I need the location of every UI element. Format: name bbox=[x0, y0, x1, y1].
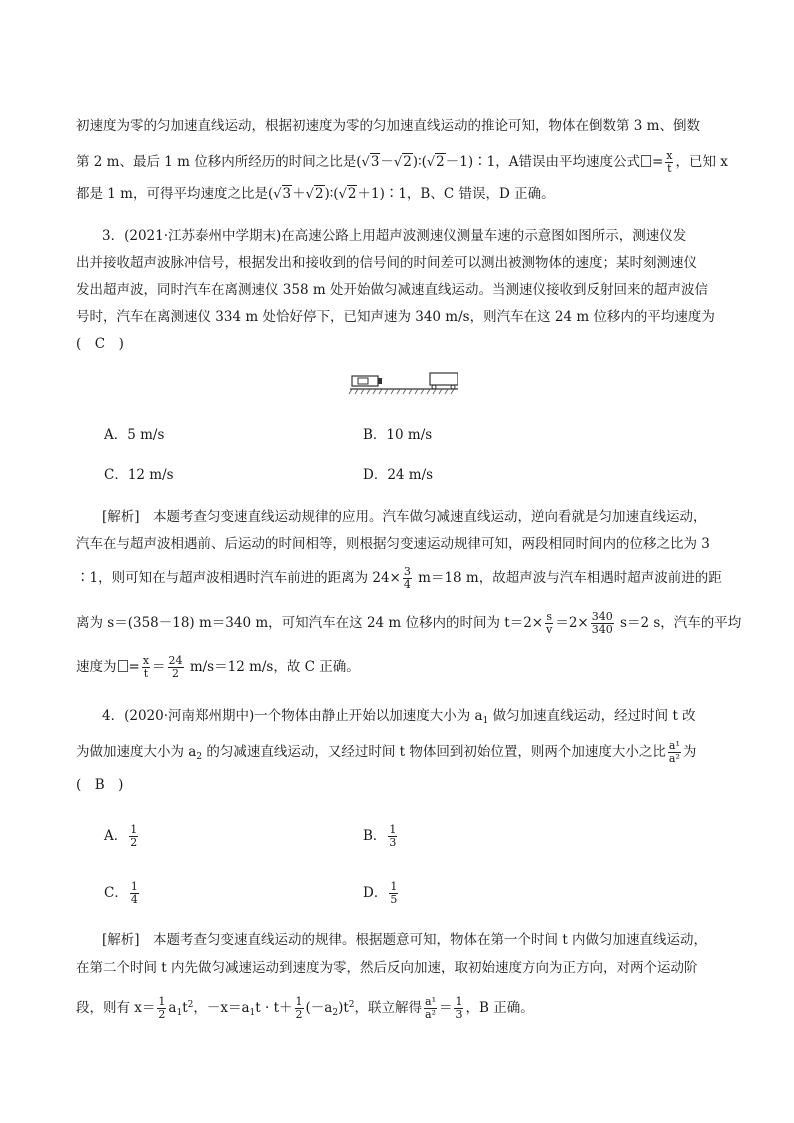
q4-analysis-text-3a: 段，则有 x＝ bbox=[76, 1000, 156, 1016]
sqrt-symbol: √ bbox=[338, 187, 347, 202]
q4-text-2c: 为 bbox=[682, 744, 697, 760]
q4-text-1: 4．(2020·河南郑州期中)一个物体由静止开始以加速度大小为 a bbox=[102, 708, 483, 724]
intro-line-2 bbox=[76, 149, 728, 175]
q4-line-1 bbox=[102, 706, 718, 728]
fraction-1-2 bbox=[295, 996, 304, 1021]
frac-den: 2 bbox=[130, 836, 138, 849]
fraction-1-2 bbox=[157, 996, 166, 1021]
frac-den: t bbox=[667, 162, 672, 175]
q3-analysis-text-3b: m＝18 m，故超声波与汽车相遇时超声波前进的距 bbox=[413, 570, 722, 586]
ratio-sep: )∶( bbox=[412, 154, 427, 170]
q3-option-b-text: B．10 m/s bbox=[363, 427, 433, 443]
sqrt-symbol: √ bbox=[273, 187, 282, 202]
frac-den: 4 bbox=[130, 893, 138, 906]
subscript: 1 bbox=[249, 1008, 256, 1018]
q4-analysis-text-3e: ，联立解得 bbox=[354, 1000, 423, 1016]
sqrt-symbol: √ bbox=[305, 187, 314, 202]
option-letter: C． bbox=[104, 885, 128, 901]
q4-analysis-text-3c2: t · t＋ bbox=[255, 1000, 293, 1016]
q4-analysis-line-2 bbox=[76, 958, 718, 980]
frac-den: 3 bbox=[389, 836, 397, 849]
frac-num: 1 bbox=[389, 823, 397, 836]
frac-num: 1 bbox=[130, 823, 138, 836]
v-bar-symbol bbox=[118, 660, 128, 672]
q3-analysis-text-1: [解析] 本题考查匀变速直线运动规律的应用。汽车做匀减速直线运动，逆向看就是匀加速直线运动， bbox=[102, 509, 707, 525]
option-fraction bbox=[129, 824, 138, 849]
q3-text-4: 号时，汽车在离测速仪 334 m 处恰好停下，已知声速为 340 m/s，则汽车在这 24 m 位移内的平均速度为 bbox=[76, 309, 715, 325]
option-fraction bbox=[389, 881, 398, 906]
q4-text-2a: 为做加速度大小为 a bbox=[76, 744, 197, 760]
frac-den: 2 bbox=[172, 667, 180, 680]
subscript: 2 bbox=[332, 1008, 339, 1018]
q4-line-2 bbox=[76, 739, 718, 765]
q4-text-1b: 做匀加速直线运动，经过时间 t 改 bbox=[488, 708, 696, 724]
car-icon bbox=[430, 373, 458, 389]
subscript: 1 bbox=[482, 716, 489, 726]
equals-sign: = bbox=[128, 659, 140, 675]
q3-analysis-line-3 bbox=[76, 565, 722, 591]
q3-analysis-text-4b: ＝2× bbox=[555, 615, 589, 631]
q4-analysis-line-3 bbox=[76, 995, 718, 1021]
frac-den: t bbox=[143, 667, 149, 680]
q4-analysis-text-3b2: t bbox=[182, 1000, 188, 1016]
frac-num: 1 bbox=[295, 995, 303, 1008]
fraction-340-340 bbox=[591, 611, 614, 636]
plus-sign: ＋ bbox=[292, 186, 306, 202]
intro-text-2a: 第 2 m、最后 1 m 位移内所经历的时间之比是( bbox=[76, 154, 362, 170]
q3-answer-text: ( C ) bbox=[76, 336, 124, 352]
option-letter: A． bbox=[104, 828, 128, 844]
option-fraction bbox=[388, 824, 397, 849]
intro-line-3 bbox=[76, 184, 718, 206]
frac-den: v bbox=[546, 623, 553, 636]
superscript: 2 bbox=[348, 1000, 355, 1010]
q4-answer-text: ( B ) bbox=[76, 777, 124, 793]
q3-answer bbox=[76, 334, 718, 356]
fraction-1-3 bbox=[454, 996, 463, 1021]
equals-sign: ＝ bbox=[438, 1000, 453, 1016]
superscript: 2 bbox=[187, 1000, 194, 1010]
q3-analysis-line-1 bbox=[102, 507, 718, 529]
sqrt-value: 2 bbox=[347, 186, 357, 202]
frac-den: a² bbox=[668, 752, 680, 765]
q3-analysis-text-5d: m/s＝12 m/s，故 C 正确。 bbox=[185, 659, 360, 675]
fraction-x-over-t bbox=[665, 150, 673, 175]
q3-line-3 bbox=[76, 280, 718, 302]
q3-analysis-text-2: 汽车在与超声波相遇前、后运动的时间相等，则根据匀变速运动规律可知，两段相同时间内的位移之比为 3 bbox=[76, 536, 710, 552]
q3-analysis-line-2 bbox=[76, 534, 718, 556]
q4-analysis-text-1: [解析] 本题考查匀变速直线运动的规律。根据题意可知，物体在第一个时间 t 内做匀加速直线运动， bbox=[102, 932, 708, 948]
sqrt-value: 2 bbox=[403, 154, 412, 170]
intro-text-2h: 由平均速度公式 bbox=[545, 154, 640, 170]
subscript: 2 bbox=[196, 752, 203, 762]
q3-analysis-line-4 bbox=[76, 610, 742, 636]
q3-text-2: 出并接收超声波脉冲信号，根据发出和接收到的信号间的时间差可以测出被测物体的速度；某时刻测速仪 bbox=[76, 255, 697, 271]
ratio-sep: )∶( bbox=[324, 186, 339, 202]
sqrt-symbol: √ bbox=[393, 155, 403, 170]
intro-text-2g: －1)∶1，A错误 bbox=[445, 154, 546, 170]
q4-analysis-text-3d: (－a bbox=[305, 1000, 333, 1016]
q4-analysis-text-2: 在第二个时间 t 内先做匀减速运动到速度为零，然后反向加速，取初始速度方向为正方向，对两个运动阶 bbox=[76, 960, 698, 976]
frac-num: x bbox=[142, 654, 150, 667]
frac-num: a¹ bbox=[425, 995, 436, 1008]
sqrt-value: 2 bbox=[314, 186, 324, 202]
q4-analysis-text-3g: ，B 正确。 bbox=[465, 1000, 534, 1016]
frac-den: 4 bbox=[403, 578, 411, 591]
frac-num: 1 bbox=[390, 880, 398, 893]
frac-den: 340 bbox=[591, 623, 613, 636]
subscript: 1 bbox=[176, 1008, 183, 1018]
q3-option-a bbox=[104, 425, 164, 445]
q3-analysis-text-5a: 速度为 bbox=[76, 659, 117, 675]
q3-text-3: 发出超声波，同时汽车在离测速仪 358 m 处开始做匀减速直线运动。当测速仪接收到反射回来的超声波信 bbox=[76, 282, 708, 298]
fraction-s-over-v bbox=[545, 611, 553, 636]
q4-analysis-line-1 bbox=[102, 930, 718, 952]
frac-num: a¹ bbox=[668, 739, 680, 752]
q4-option-d bbox=[363, 881, 400, 906]
q3-line-4 bbox=[76, 307, 718, 329]
intro-text-1: 初速度为零的匀加速直线运动，根据初速度为零的匀加速直线运动的推论可知，物体在倒数第 3 m、倒数 bbox=[76, 118, 700, 134]
ground-line bbox=[349, 389, 458, 394]
q3-analysis-text-4a: 离为 s＝(358－18) m＝340 m，可知汽车在这 24 m 位移内的时间为 t＝2× bbox=[76, 615, 544, 631]
sqrt-value: 3 bbox=[370, 154, 380, 170]
frac-num: 3 bbox=[403, 565, 411, 578]
option-letter: D． bbox=[363, 885, 388, 901]
frac-den: a² bbox=[425, 1008, 436, 1021]
option-fraction bbox=[130, 881, 139, 906]
sqrt-symbol: √ bbox=[361, 155, 370, 170]
q3-line-2 bbox=[76, 253, 718, 275]
q3-option-a-text: A．5 m/s bbox=[104, 427, 165, 443]
v-bar-symbol bbox=[641, 155, 651, 167]
equals-sign: = bbox=[651, 154, 664, 170]
q3-option-b bbox=[363, 425, 432, 445]
frac-num: 1 bbox=[455, 995, 463, 1008]
frac-den: 2 bbox=[295, 1008, 303, 1021]
speedometer-device-icon bbox=[352, 376, 382, 386]
intro-text-3a: 都是 1 m，可得平均速度之比是( bbox=[76, 186, 274, 202]
q3-option-c bbox=[104, 465, 174, 485]
intro-line-1 bbox=[76, 116, 718, 138]
frac-num: 1 bbox=[130, 880, 138, 893]
option-letter: B． bbox=[363, 828, 387, 844]
q4-option-b bbox=[363, 824, 399, 849]
q4-option-c bbox=[104, 881, 141, 906]
equals-sign: ＝ bbox=[152, 659, 166, 675]
intro-text-3g: ＋1)∶1，B、C 错误，D 正确。 bbox=[357, 186, 555, 202]
q3-option-d-text: D．24 m/s bbox=[363, 467, 434, 483]
q3-line-1 bbox=[102, 226, 718, 248]
intro-text-2k: ，已知 x bbox=[675, 154, 728, 170]
frac-den: 3 bbox=[455, 1008, 463, 1021]
q3-analysis-text-4c: s＝2 s，汽车的平均 bbox=[615, 615, 742, 631]
q4-analysis-text-3d2: )t bbox=[338, 1000, 349, 1016]
q4-analysis-text-3b: a bbox=[168, 1000, 177, 1016]
speedometer-car-figure bbox=[348, 370, 458, 400]
sqrt-value: 3 bbox=[282, 186, 292, 202]
q3-option-d bbox=[363, 465, 433, 485]
q3-analysis-text-3a: ∶1，则可知在与超声波相遇时汽车前进的距离为 24× bbox=[76, 570, 401, 586]
frac-num: 1 bbox=[158, 995, 166, 1008]
q4-option-a bbox=[104, 824, 140, 849]
fraction-3-4 bbox=[403, 566, 412, 591]
fraction-a1-a2 bbox=[424, 996, 437, 1021]
frac-num: x bbox=[666, 149, 673, 162]
q4-text-2b: 的匀减速直线运动，又经过时间 t 物体回到初始位置，则两个加速度大小之比 bbox=[202, 744, 666, 760]
q4-analysis-text-3c: ，－x＝a bbox=[193, 1000, 250, 1016]
q3-text-1: 3．(2021·江苏泰州中学期末)在高速公路上用超声波测速仪测量车速的示意图如图所示，测速仪发 bbox=[102, 228, 687, 244]
sqrt-value: 2 bbox=[436, 154, 445, 170]
frac-num: s bbox=[546, 610, 553, 623]
fraction-x-over-t bbox=[142, 655, 150, 680]
fraction-24-2 bbox=[168, 655, 184, 680]
frac-den: 5 bbox=[390, 893, 398, 906]
fraction-a1-a2 bbox=[668, 740, 681, 765]
minus-sign: － bbox=[380, 154, 394, 170]
q3-analysis-line-5 bbox=[76, 654, 718, 680]
q3-option-c-text: C．12 m/s bbox=[104, 467, 174, 483]
frac-num: 24 bbox=[168, 654, 183, 667]
q4-answer bbox=[76, 775, 718, 797]
frac-den: 2 bbox=[158, 1008, 166, 1021]
sqrt-symbol: √ bbox=[426, 155, 436, 170]
frac-num: 340 bbox=[591, 610, 613, 623]
